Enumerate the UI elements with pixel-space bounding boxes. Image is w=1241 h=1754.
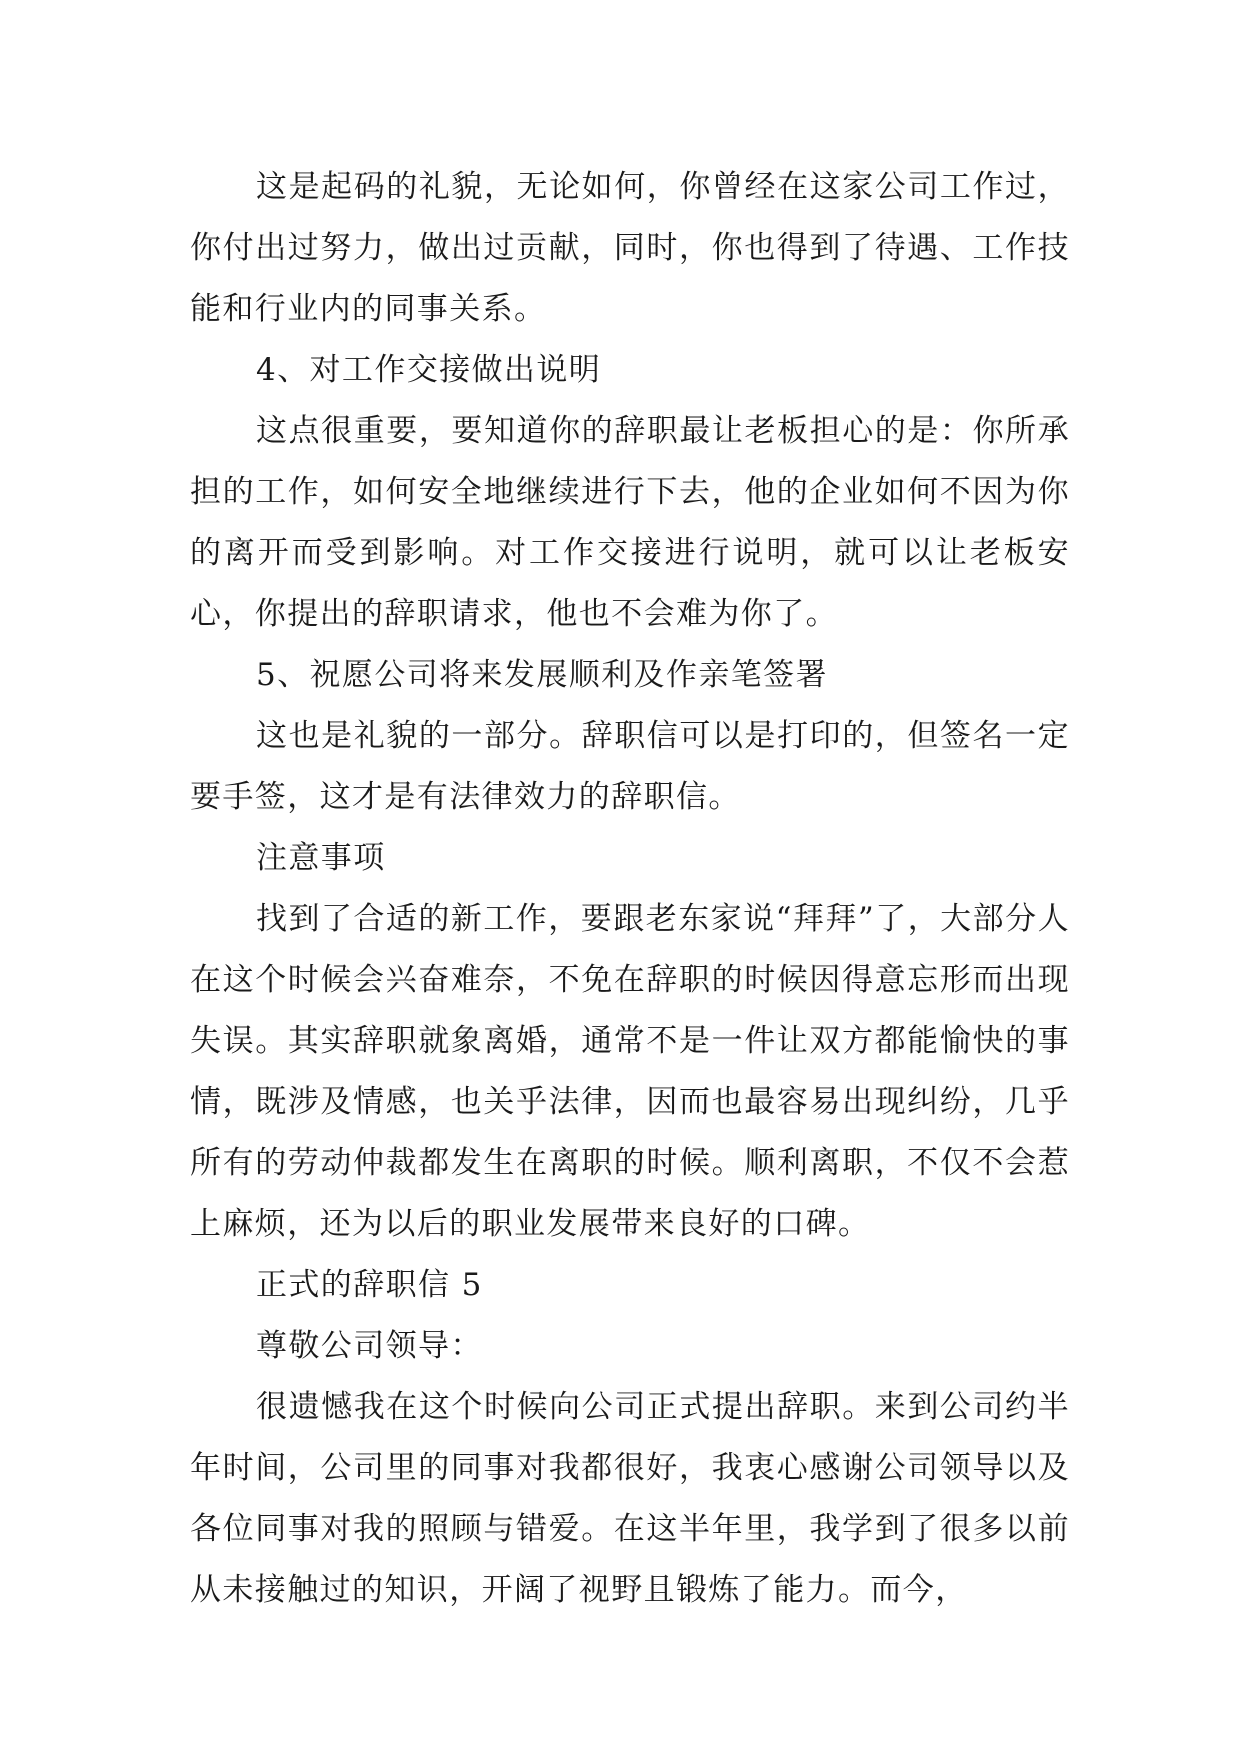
letter-salutation: 尊敬公司领导： — [256, 1328, 483, 1364]
document-body — [190, 157, 1070, 1621]
letter-title: 正式的辞职信 5 — [256, 1267, 483, 1303]
letter-body-paragraph: 很遗憾我在这个时候向公司正式提出辞职。来到公司约半年时间，公司里的同事对我都很好，我衷心感谢公司领导以及各位同事对我的照顾与错爱。在这半年里，我学到了很多以前从未接触过的知识，开阔了视野且锻炼了能力。而今， — [190, 1389, 1070, 1608]
paragraph-courtesy: 这是起码的礼貌，无论如何，你曾经在这家公司工作过，你付出过努力，做出过贡献，同时，你也得到了待遇、工作技能和行业内的同事关系。 — [190, 169, 1070, 327]
heading-wishes-signature: 5、祝愿公司将来发展顺利及作亲笔签署 — [256, 657, 828, 693]
paragraph-notes: 找到了合适的新工作，要跟老东家说“拜拜”了，大部分人在这个时候会兴奋难奈，不免在辞职的时候因得意忘形而出现失误。其实辞职就象离婚，通常不是一件让双方都能愉快的事情，既涉及情感，也关乎法律，因而也最容易出现纠纷，几乎所有的劳动仲裁都发生在离职的时候。顺利离职，不仅不会惹上麻烦，还为以后的职业发展带来良好的口碑。 — [190, 901, 1070, 1242]
heading-notes: 注意事项 — [256, 840, 386, 876]
heading-handover-explanation: 4、对工作交接做出说明 — [256, 352, 602, 388]
paragraph-signature: 这也是礼貌的一部分。辞职信可以是打印的，但签名一定要手签，这才是有法律效力的辞职信。 — [190, 718, 1070, 815]
paragraph-handover: 这点很重要，要知道你的辞职最让老板担心的是：你所承担的工作，如何安全地继续进行下去，他的企业如何不因为你的离开而受到影响。对工作交接进行说明，就可以让老板安心，你提出的辞职请求，他也不会难为你了。 — [190, 413, 1070, 632]
